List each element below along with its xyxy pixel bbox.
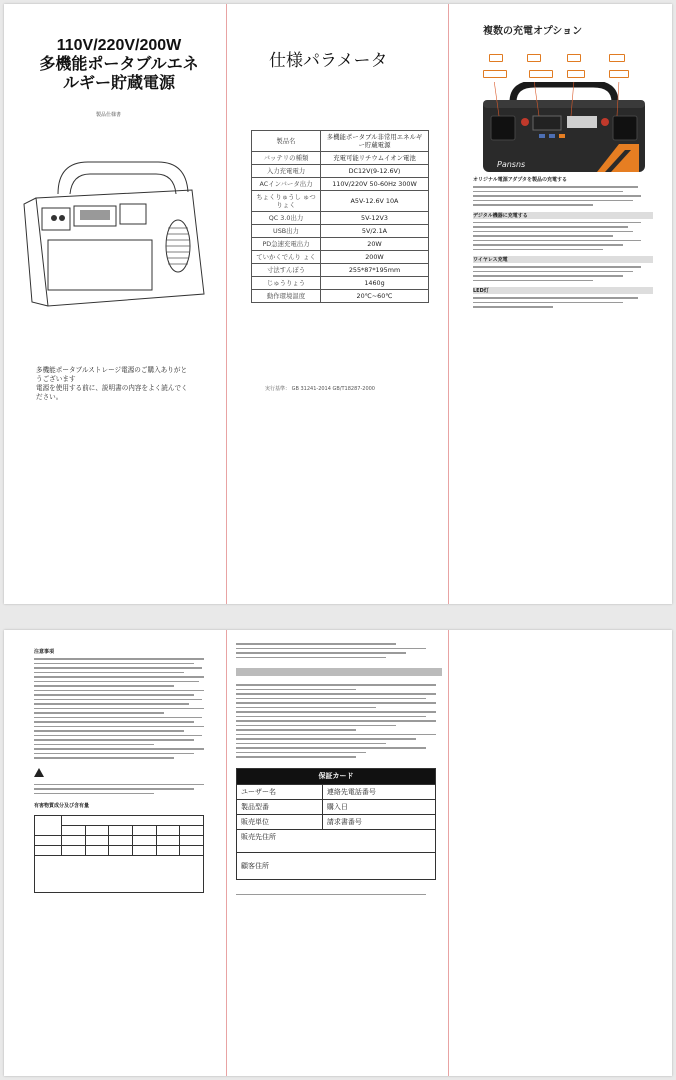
option-label [527, 54, 541, 62]
spec-value: 1460g [321, 277, 429, 290]
spec-row [252, 152, 429, 165]
option-label [609, 54, 625, 62]
intro-line: 多機能ポータブルストレージ電源のご購入ありがと [36, 366, 188, 374]
intro-line: ださい。 [36, 393, 63, 401]
spec-value: 110V/220V 50-60Hz 300W [321, 178, 429, 191]
spec-key: PD急速充電出力 [252, 238, 321, 251]
title-line-1: 110V/220V/200W [56, 37, 182, 54]
card-cell: 連絡先電話番号 [322, 784, 435, 799]
spec-key: ちょくりゅうし ゅつりょく [252, 191, 321, 212]
spec-key: 製品名 [252, 131, 321, 152]
spec-row [252, 277, 429, 290]
option-label [567, 70, 585, 78]
spec-row [252, 212, 429, 225]
subtitle: 製品仕様書 [96, 112, 122, 118]
spec-key: USB出力 [252, 225, 321, 238]
spec-row [252, 238, 429, 251]
spec-sheet-top [4, 4, 672, 604]
spec-value: 20W [321, 238, 429, 251]
charging-title: 複数の充電オプション [483, 26, 583, 37]
spec-key: じゅうりょう [252, 277, 321, 290]
spec-row [252, 290, 429, 303]
product-title [24, 36, 214, 93]
brand-logo: Pansns [497, 160, 526, 169]
spec-row [252, 225, 429, 238]
option-label [567, 54, 581, 62]
substances-table [34, 815, 204, 893]
spec-row [252, 178, 429, 191]
spec-row [252, 251, 429, 264]
spec-value: 多機能ポータブル非常用エネルギー貯蔵電源 [321, 131, 429, 152]
spec-key: 入力充電電力 [252, 165, 321, 178]
title-line-3: ルギー貯蔵電源 [62, 75, 175, 92]
fold-line [448, 630, 449, 1076]
spec-value: DC12V(9-12.6V) [321, 165, 429, 178]
card-cell: 製品型番 [237, 799, 323, 814]
intro-line: 電源を使用する前に、説明書の内容をよく読んでく [36, 384, 188, 392]
instructions [473, 176, 653, 311]
card-cell: 請求書番号 [322, 814, 435, 829]
intro-line: うございます [36, 375, 76, 383]
card-cell: ユーザー名 [237, 784, 323, 799]
spec-row [252, 165, 429, 178]
panel-specifications [227, 4, 448, 604]
heading-led: LED灯 [473, 287, 653, 294]
heading-original-adapter: オリジナル電源アダプタを製品の充電する [473, 177, 568, 183]
product-illustration [18, 154, 218, 314]
spec-key: ACインバータ出力 [252, 178, 321, 191]
spec-row [252, 264, 429, 277]
harmful-substances-heading: 有害物質成分及び含有量 [34, 803, 90, 809]
spec-key: ていかくでんり ょく [252, 251, 321, 264]
title-line-2: 多機能ポータブルエネ [39, 56, 199, 73]
precautions-heading: 注意事項 [34, 649, 55, 655]
card-cell: 販売単位 [237, 814, 323, 829]
card-cell: 顧客住所 [237, 852, 436, 879]
spec-value: 5V/2.1A [321, 225, 429, 238]
option-label [489, 54, 503, 62]
warranty-card-title: 保証カード [237, 768, 436, 784]
panel-product-cover [4, 4, 226, 604]
spec-sheet-bottom [4, 630, 672, 1076]
spec-value: 5V-12V3 [321, 212, 429, 225]
spec-row [252, 191, 429, 212]
spec-key: QC 3.0出力 [252, 212, 321, 225]
panel-precautions [34, 648, 214, 893]
spec-title: 仕様パラメータ [269, 51, 388, 71]
warranty-notice-bar [236, 668, 442, 676]
fold-line [226, 630, 227, 1076]
heading-wireless: ワイヤレス充電 [473, 256, 653, 263]
option-label [609, 70, 629, 78]
spec-value: A5V-12.6V 10A [321, 191, 429, 212]
warning-icon [34, 768, 44, 777]
spec-key: 動作環境温度 [252, 290, 321, 303]
intro-text [36, 366, 226, 402]
spec-value: 充電可能リチウムイオン電池 [321, 152, 429, 165]
spec-row [252, 131, 429, 152]
spec-value: 200W [321, 251, 429, 264]
spec-value: 20℃~60℃ [321, 290, 429, 303]
spec-value: 255*87*195mm [321, 264, 429, 277]
panel-charging-options [449, 4, 672, 604]
heading-digital-devices: デジタル機器に充電する [473, 212, 653, 219]
spec-key: 寸法すんぽう [252, 264, 321, 277]
spec-key: バッテリの種類 [252, 152, 321, 165]
option-label [483, 70, 507, 78]
spec-table [251, 130, 429, 303]
standard-note: 実行基準： GB 31241-2014 GB/T18287-2000 [265, 386, 375, 392]
warranty-card [236, 768, 436, 880]
panel-warranty [236, 640, 442, 898]
card-cell: 販売先住所 [237, 829, 436, 852]
option-label [529, 70, 553, 78]
card-cell: 購入日 [322, 799, 435, 814]
